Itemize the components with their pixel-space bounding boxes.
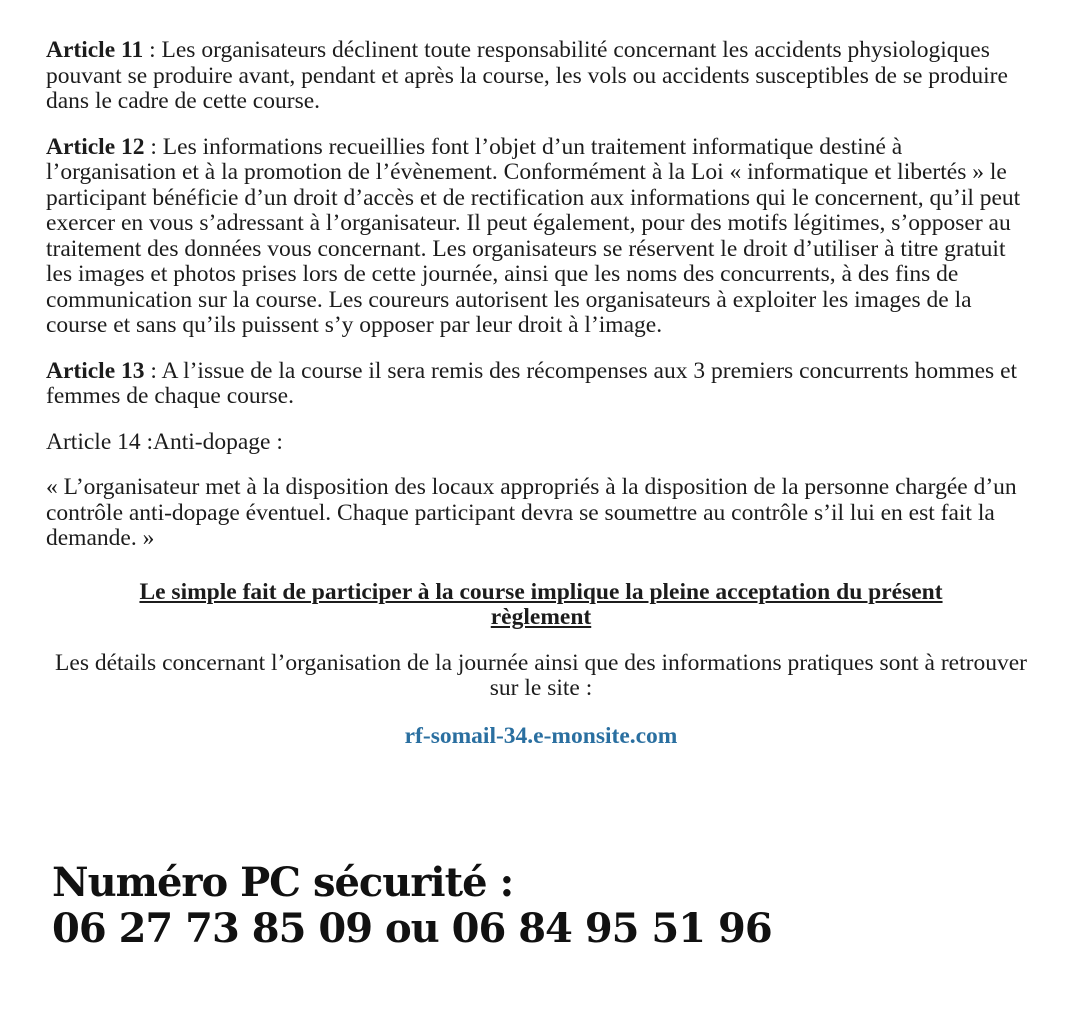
article-11-label: Article 11 xyxy=(46,37,144,63)
article-11-text: : Les organisateurs déclinent toute responsabilité concernant les accidents physiologiques pouvant se produire avant, pendant et après la course, les vols ou accidents susceptibles de se produire dans le cadre de cette course. xyxy=(46,37,1008,114)
security-title: Numéro PC sécurité : xyxy=(52,859,514,906)
website-link[interactable]: rf-somail-34.e-monsite.com xyxy=(404,722,678,749)
article-14-heading: Article 14 :Anti-dopage : xyxy=(46,428,283,455)
article-13-label: Article 13 xyxy=(46,357,145,384)
article-12 xyxy=(46,135,1036,339)
article-13-text: : A l’issue de la course il sera remis des récompenses aux 3 premiers concurrents hommes et femmes de chaque course. xyxy=(46,357,1018,409)
article-13 xyxy=(46,359,1036,410)
security-numbers: 06 27 73 85 09 ou 06 84 95 51 96 xyxy=(52,905,772,952)
details-text: Les détails concernant l’organisation de la journée ainsi que des informations pratiques sont à retrouver sur le site : xyxy=(55,649,1027,701)
article-12-text: : Les informations recueillies font l’objet d’un traitement informatique destiné à l’organisation et à la promotion de l’évènement. Conformément à la Loi « informatique et libertés » le participant bénéficie d’un droit d’accès et de rectification aux informations qui le concernent, qu’il peut exercer en vous s’adressant à l’organisateur. Il peut également, pour des motifs légitimes, s’opposer au traitement des données vous concernant. Les organisateurs se réservent le droit d’utiliser à titre gratuit les images et photos prises lors de cette journée, ainsi que les noms des concurrents, à des fins de communication sur la course. Les coureurs autorisent les organisateurs à exploiter les images de la course et sans qu’ils puissent s’y opposer par leur droit à l’image. xyxy=(46,133,1021,338)
article-12-label: Article 12 xyxy=(46,133,145,160)
acceptance-notice: Le simple fait de participer à la course implique la pleine acceptation du présent règlement xyxy=(139,578,943,630)
security-phone-block xyxy=(52,860,772,952)
article-14-quote: « L’organisateur met à la disposition des locaux appropriés à la disposition de la personne chargée d’un contrôle anti-dopage éventuel. Chaque participant devra se soumettre au contrôle s’il lui en est fait la demande. » xyxy=(46,474,1017,551)
regulation-document xyxy=(46,38,1036,769)
article-11 xyxy=(46,38,1036,115)
